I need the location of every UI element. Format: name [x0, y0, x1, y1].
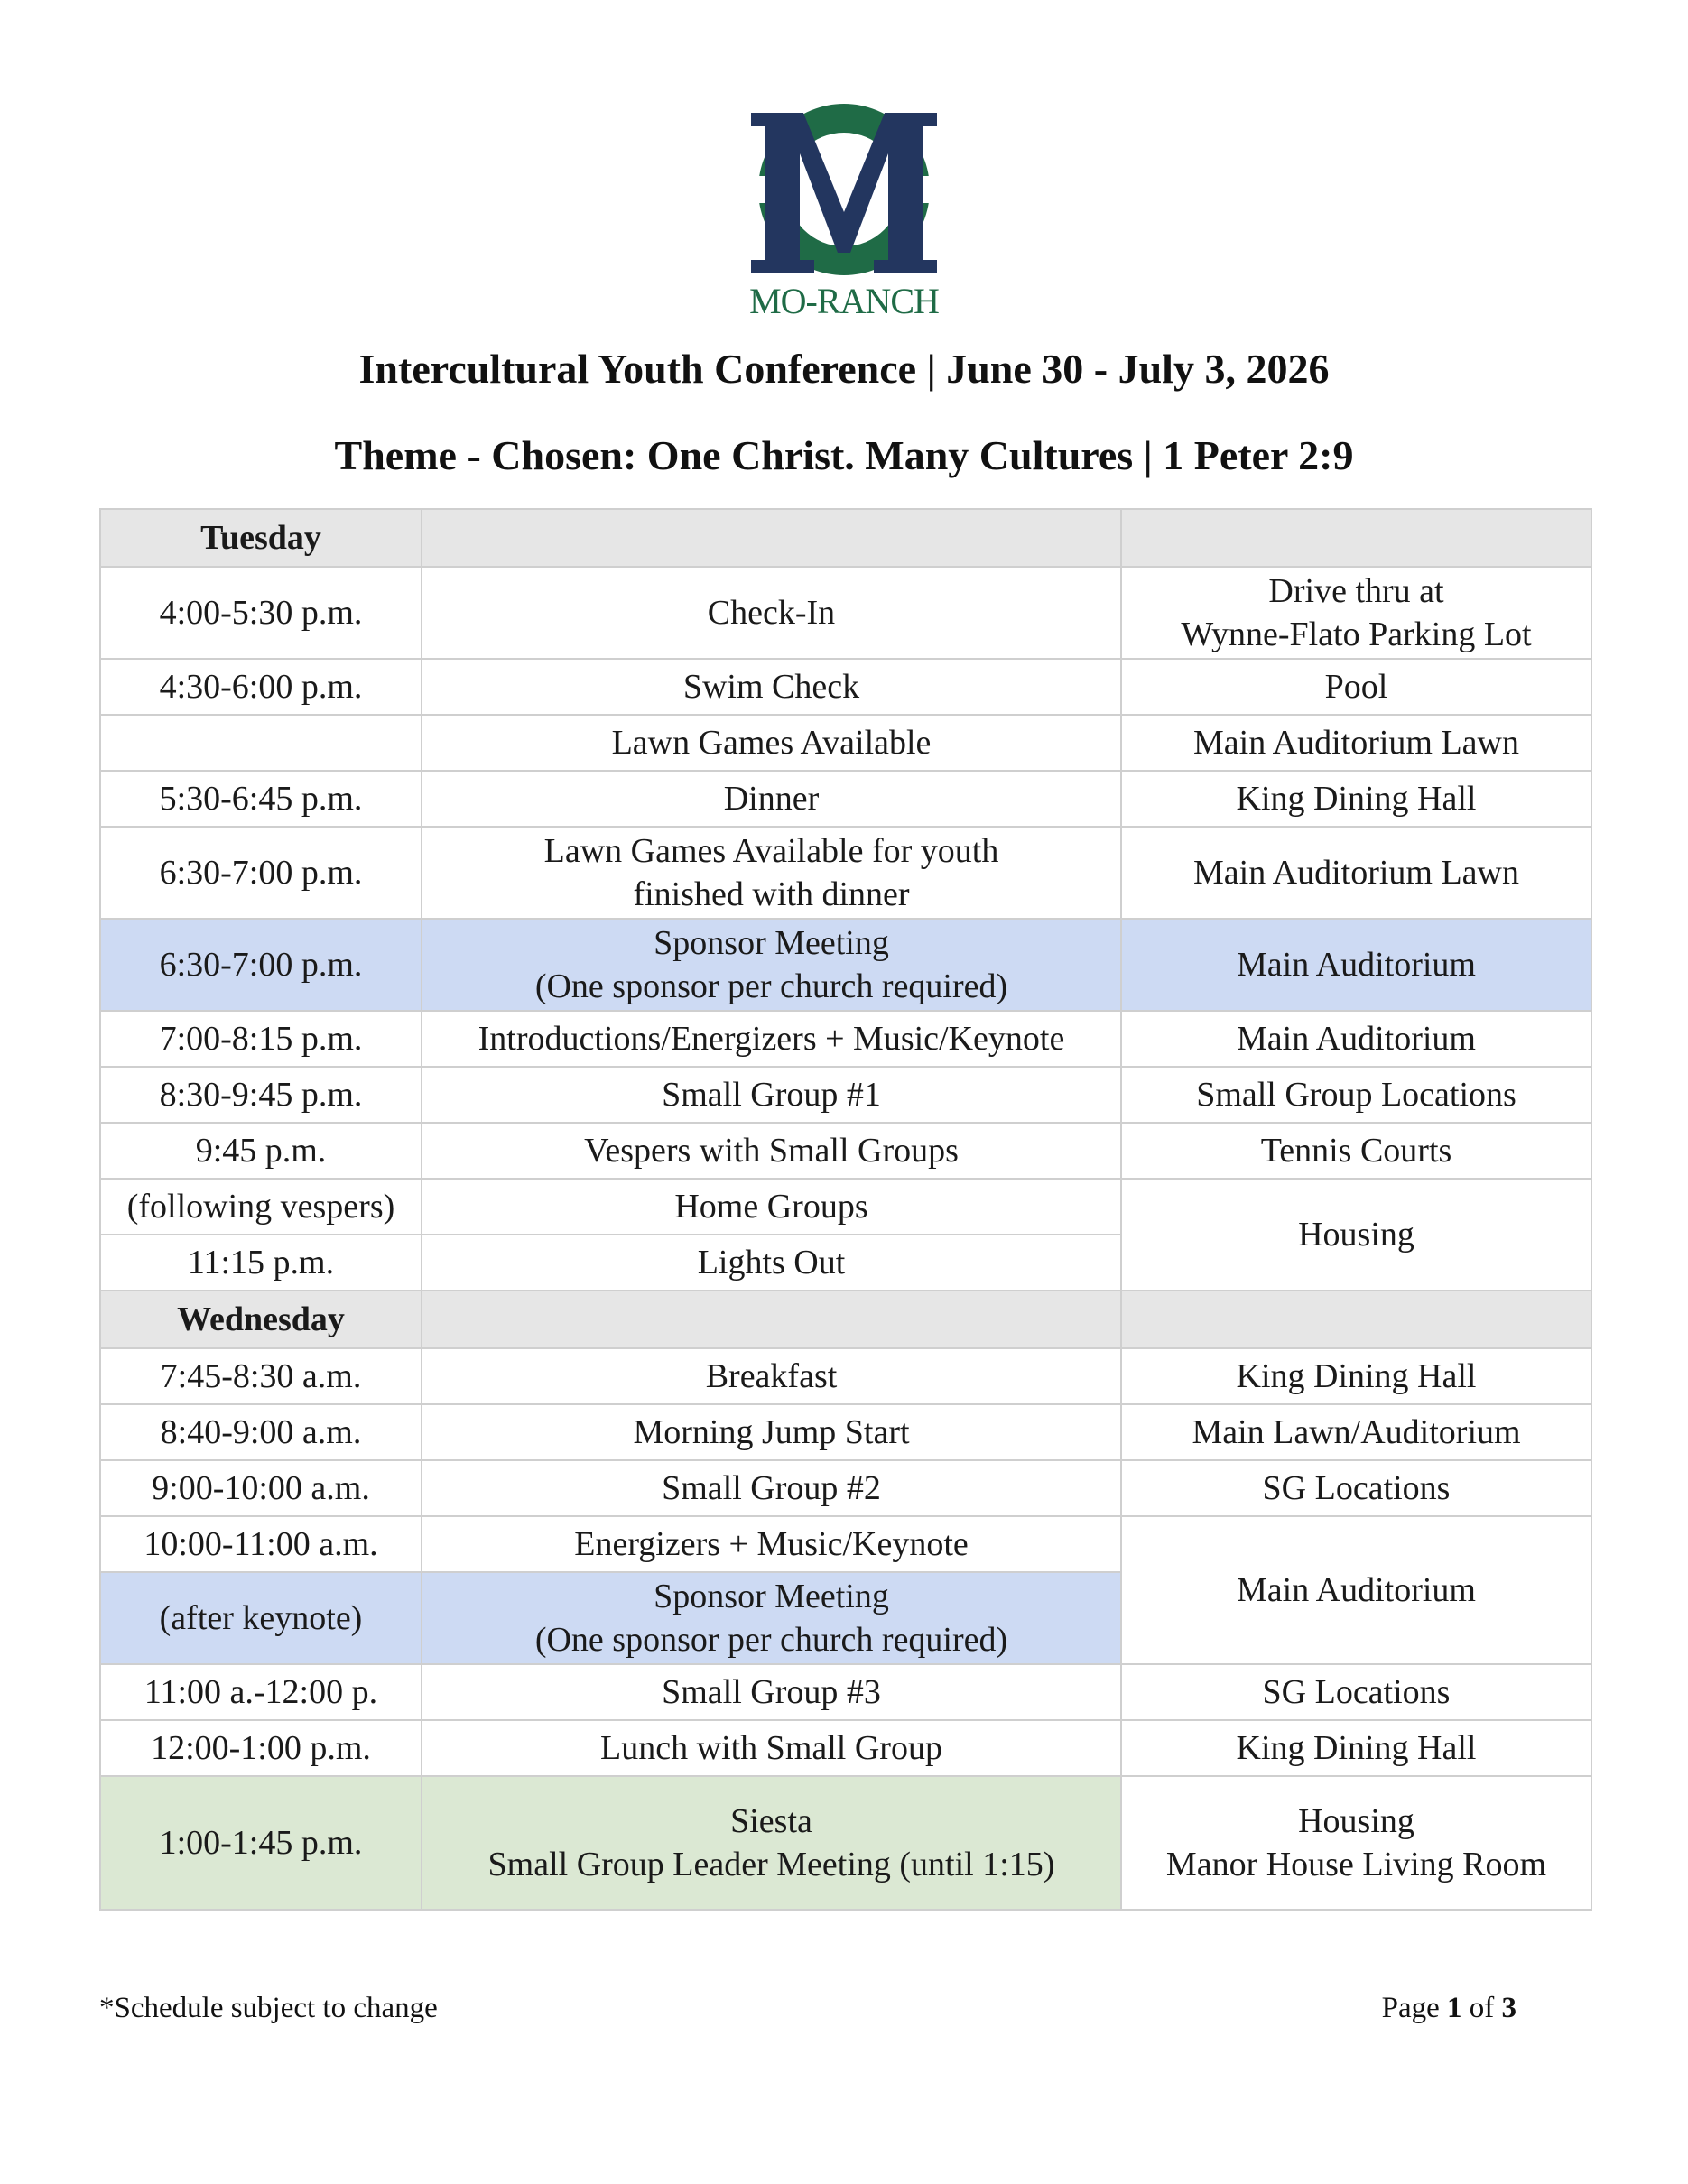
table-row: [100, 1460, 1591, 1516]
time-cell: [100, 715, 422, 771]
schedule-table: [99, 508, 1592, 1911]
event-cell: Lawn Games Available: [422, 715, 1121, 771]
footer-note: *Schedule subject to change: [99, 1992, 438, 2024]
table-row: [100, 659, 1591, 715]
page-of: of: [1469, 1992, 1495, 2024]
event-cell: Small Group #3: [422, 1664, 1121, 1720]
time-cell: 9:45 p.m.: [100, 1123, 422, 1179]
time-cell: 12:00-1:00 p.m.: [100, 1720, 422, 1776]
event-line: Lawn Games Available for youth: [543, 832, 999, 870]
event-cell: Small Group #2: [422, 1460, 1121, 1516]
table-row: [100, 827, 1591, 919]
day-label: Tuesday: [100, 509, 422, 567]
time-cell: 11:00 a.-12:00 p.: [100, 1664, 422, 1720]
time-cell: 10:00-11:00 a.m.: [100, 1516, 422, 1572]
time-cell: 11:15 p.m.: [100, 1235, 422, 1291]
location-cell: Main Auditorium: [1121, 919, 1591, 1011]
time-cell: 4:00-5:30 p.m.: [100, 567, 422, 659]
event-line: Small Group Leader Meeting (until 1:15): [487, 1846, 1055, 1883]
location-line: Housing: [1298, 1802, 1414, 1840]
time-cell: 6:30-7:00 p.m.: [100, 919, 422, 1011]
day-header-row: [100, 509, 1591, 567]
event-cell: Lights Out: [422, 1235, 1121, 1291]
location-cell: Main Lawn/Auditorium: [1121, 1404, 1591, 1460]
event-cell: [422, 1572, 1121, 1664]
event-cell: Vespers with Small Groups: [422, 1123, 1121, 1179]
event-cell: Small Group #1: [422, 1067, 1121, 1123]
table-row: [100, 1404, 1591, 1460]
location-cell: [1121, 1776, 1591, 1910]
location-cell: Small Group Locations: [1121, 1067, 1591, 1123]
location-cell: Main Auditorium Lawn: [1121, 715, 1591, 771]
conference-theme: Theme - Chosen: One Christ. Many Cultures | 1 Peter 2:9: [334, 432, 1354, 478]
event-cell: Introductions/Energizers + Music/Keynote: [422, 1011, 1121, 1067]
table-row: [100, 1720, 1591, 1776]
event-cell: Morning Jump Start: [422, 1404, 1121, 1460]
day-label: Wednesday: [100, 1291, 422, 1348]
time-cell: (following vespers): [100, 1179, 422, 1235]
event-cell: Lunch with Small Group: [422, 1720, 1121, 1776]
table-row: [100, 1011, 1591, 1067]
event-cell: [422, 919, 1121, 1011]
table-row: [100, 771, 1591, 827]
location-line: Drive thru at: [1268, 572, 1444, 610]
table-row: [100, 1123, 1591, 1179]
event-line: Sponsor Meeting: [654, 924, 889, 962]
time-cell: 7:00-8:15 p.m.: [100, 1011, 422, 1067]
table-row: [100, 567, 1591, 659]
time-cell: 4:30-6:00 p.m.: [100, 659, 422, 715]
time-cell: 8:40-9:00 a.m.: [100, 1404, 422, 1460]
event-line: Siesta: [730, 1802, 812, 1840]
table-row: [100, 1516, 1591, 1572]
logo-wordmark: MO-RANCH: [749, 281, 939, 321]
table-row: [100, 1067, 1591, 1123]
location-line: Wynne-Flato Parking Lot: [1181, 615, 1532, 653]
table-row: [100, 1664, 1591, 1720]
conference-title: Intercultural Youth Conference | June 30 - July 3, 2026: [358, 346, 1330, 392]
page-number: [1382, 1992, 1516, 2025]
event-cell: Energizers + Music/Keynote: [422, 1516, 1121, 1572]
event-cell: Check-In: [422, 567, 1121, 659]
location-cell: [1121, 567, 1591, 659]
time-cell: (after keynote): [100, 1572, 422, 1664]
location-cell: Main Auditorium Lawn: [1121, 827, 1591, 919]
page-prefix: Page: [1381, 1992, 1440, 2024]
location-cell: Main Auditorium: [1121, 1011, 1591, 1067]
table-row: [100, 1179, 1591, 1235]
page-total: 3: [1501, 1992, 1516, 2024]
event-line: (One sponsor per church required): [534, 967, 1008, 1005]
location-cell: Main Auditorium: [1121, 1516, 1591, 1664]
time-cell: 8:30-9:45 p.m.: [100, 1067, 422, 1123]
mo-ranch-logo: [740, 95, 948, 320]
mo-ranch-m-logo-icon: [740, 95, 948, 280]
event-cell: Swim Check: [422, 659, 1121, 715]
time-cell: 1:00-1:45 p.m.: [100, 1776, 422, 1910]
location-cell: Housing: [1121, 1179, 1591, 1291]
location-cell: Pool: [1121, 659, 1591, 715]
location-cell: King Dining Hall: [1121, 1720, 1591, 1776]
table-row-highlighted: [100, 919, 1591, 1011]
table-row: [100, 1348, 1591, 1404]
location-line: Manor House Living Room: [1165, 1846, 1547, 1883]
table-row-highlighted: [100, 1776, 1591, 1910]
location-cell: King Dining Hall: [1121, 771, 1591, 827]
table-row: [100, 715, 1591, 771]
page-current: 1: [1447, 1992, 1462, 2024]
event-cell: [422, 1776, 1121, 1910]
event-line: (One sponsor per church required): [534, 1621, 1008, 1659]
time-cell: 5:30-6:45 p.m.: [100, 771, 422, 827]
location-cell: SG Locations: [1121, 1460, 1591, 1516]
location-cell: King Dining Hall: [1121, 1348, 1591, 1404]
event-line: Sponsor Meeting: [654, 1578, 889, 1615]
time-cell: 9:00-10:00 a.m.: [100, 1460, 422, 1516]
event-cell: [422, 827, 1121, 919]
event-line: finished with dinner: [633, 875, 910, 913]
event-cell: Breakfast: [422, 1348, 1121, 1404]
event-cell: Dinner: [422, 771, 1121, 827]
time-cell: 6:30-7:00 p.m.: [100, 827, 422, 919]
time-cell: 7:45-8:30 a.m.: [100, 1348, 422, 1404]
event-cell: Home Groups: [422, 1179, 1121, 1235]
location-cell: SG Locations: [1121, 1664, 1591, 1720]
day-header-row: [100, 1291, 1591, 1348]
location-cell: Tennis Courts: [1121, 1123, 1591, 1179]
